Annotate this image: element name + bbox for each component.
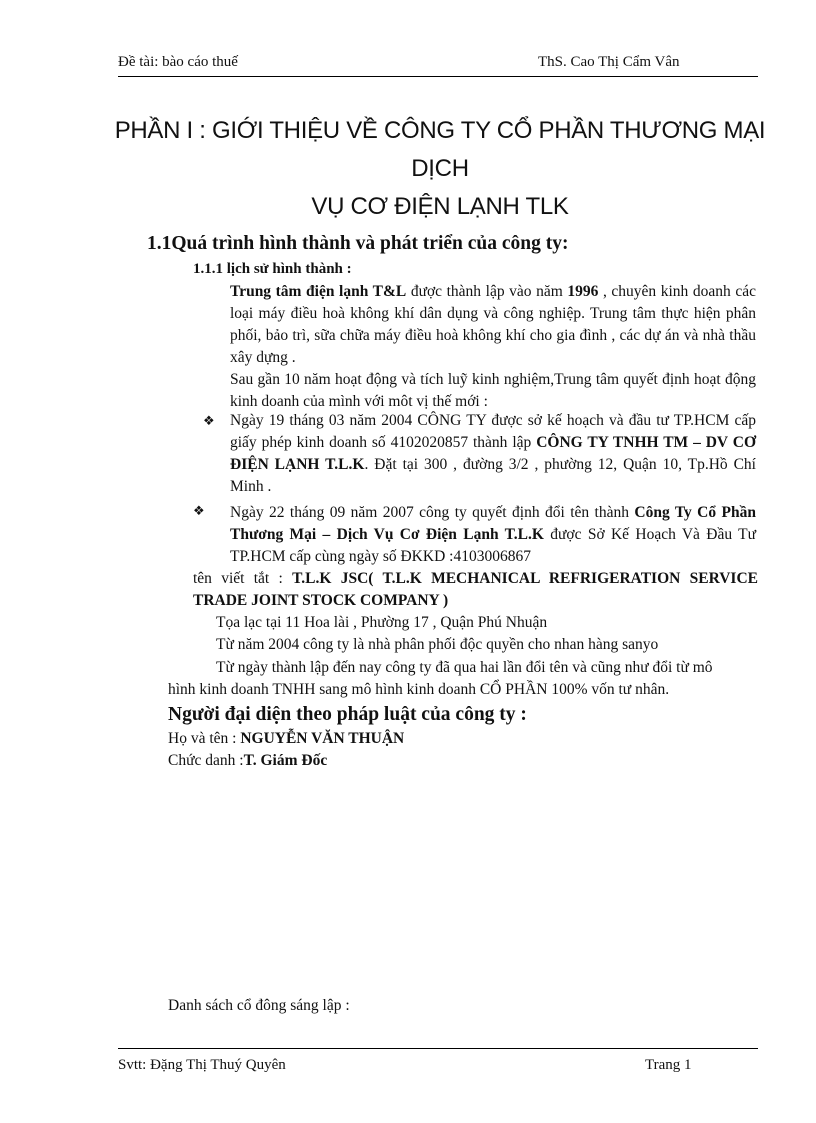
representative-title: Người đại diện theo pháp luật của công ty :: [168, 704, 527, 725]
part-title-line-1: PHẦN I : GIỚI THIỆU VỀ CÔNG TY CỔ PHẦN THƯƠNG MẠI DỊCH: [114, 117, 766, 182]
founding-year: 1996: [567, 283, 599, 300]
page-footer: [118, 1048, 758, 1073]
bullet-diamond-icon: ❖: [203, 414, 215, 429]
bullet-diamond-icon: ❖: [193, 504, 205, 519]
sanyo-distributor: Từ năm 2004 công ty là nhà phân phối độc quyền cho nhan hàng sanyo: [216, 636, 659, 653]
company-name-2004: CÔNG TY TNHH TM – DV CƠ ĐIỆN LẠNH T.L.K: [230, 434, 757, 473]
center-name: Trung tâm điện lạnh T&L: [230, 283, 407, 300]
company-address: Tọa lạc tại 11 Hoa lài , Phường 17 , Quận Phú Nhuận: [216, 614, 548, 631]
representative-name: Họ và tên : NGUYỄN VĂN THUẬN: [168, 730, 405, 747]
company-name-2007: Công Ty Cổ Phần Thương Mại – Dịch Vụ Cơ Điện Lạnh T.L.K: [230, 504, 756, 543]
header-topic: Đề tài: bào cáo thuế: [118, 54, 238, 70]
page-header: [118, 54, 758, 77]
header-advisor: ThS. Cao Thị Cẩm Vân: [538, 54, 680, 70]
representative-position: Chức danh :T. Giám Đốc: [168, 752, 328, 769]
section-title: 1.1Quá trình hình thành và phát triển của công ty:: [147, 233, 569, 254]
history-summary-line-2: hình kinh doanh TNHH sang mô hình kinh doanh CỔ PHẦN 100% vốn tư nhân.: [168, 681, 670, 698]
paragraph-history: Trung tâm điện lạnh T&L được thành lập vào năm 1996 , chuyên kinh doanh các loại máy điều hoà không khí dân dụng và công nghiệp. Trung tâm thực hiện phân phối, bảo trì, sữa chữa máy điều hoà không khí cho gia đình , các dự án và nhà thầu xây dựng .: [230, 283, 756, 366]
part-title-line-2: VỤ CƠ ĐIỆN LẠNH TLK: [311, 193, 569, 220]
part-title: [110, 112, 770, 226]
founding-shareholders-heading: Danh sách cổ đông sáng lập :: [168, 997, 350, 1014]
subsection-title: 1.1.1 lịch sử hình thành :: [193, 261, 352, 277]
paragraph-decision: Sau gần 10 năm hoạt động và tích luỹ kinh nghiệm,Trung tâm quyết định hoạt động kinh doanh của mình với môt vị thế mới :: [230, 371, 756, 410]
footer-student: Svtt: Đặng Thị Thuý Quyên: [118, 1057, 286, 1073]
short-name: tên viết tắt : T.L.K JSC( T.L.K MECHANICAL REFRIGERATION SERVICE TRADE JOINT STOCK COMPANY ): [193, 570, 758, 609]
bullet-item-2004: Ngày 19 tháng 03 năm 2004 CÔNG TY được sở kế hoạch và đầu tư TP.HCM cấp giấy phép kinh doanh số 4102020857 thành lập CÔNG TY TNHH TM – DV CƠ ĐIỆN LẠNH T.L.K. Đặt tại 300 , đường 3/2 , phường 12, Quận 10, Tp.Hồ Chí Minh .: [230, 412, 757, 495]
page-number: Trang 1: [645, 1057, 692, 1073]
history-summary-line-1: Từ ngày thành lập đến nay công ty đã qua hai lần đổi tên và cũng như đổi từ mô: [216, 659, 713, 676]
bullet-item-2007: Ngày 22 tháng 09 năm 2007 công ty quyết định đổi tên thành Công Ty Cổ Phần Thương Mại – Dịch Vụ Cơ Điện Lạnh T.L.K được Sở Kế Hoạch Và Đầu Tư TP.HCM cấp cùng ngày số ĐKKD :4103006867: [230, 504, 757, 565]
